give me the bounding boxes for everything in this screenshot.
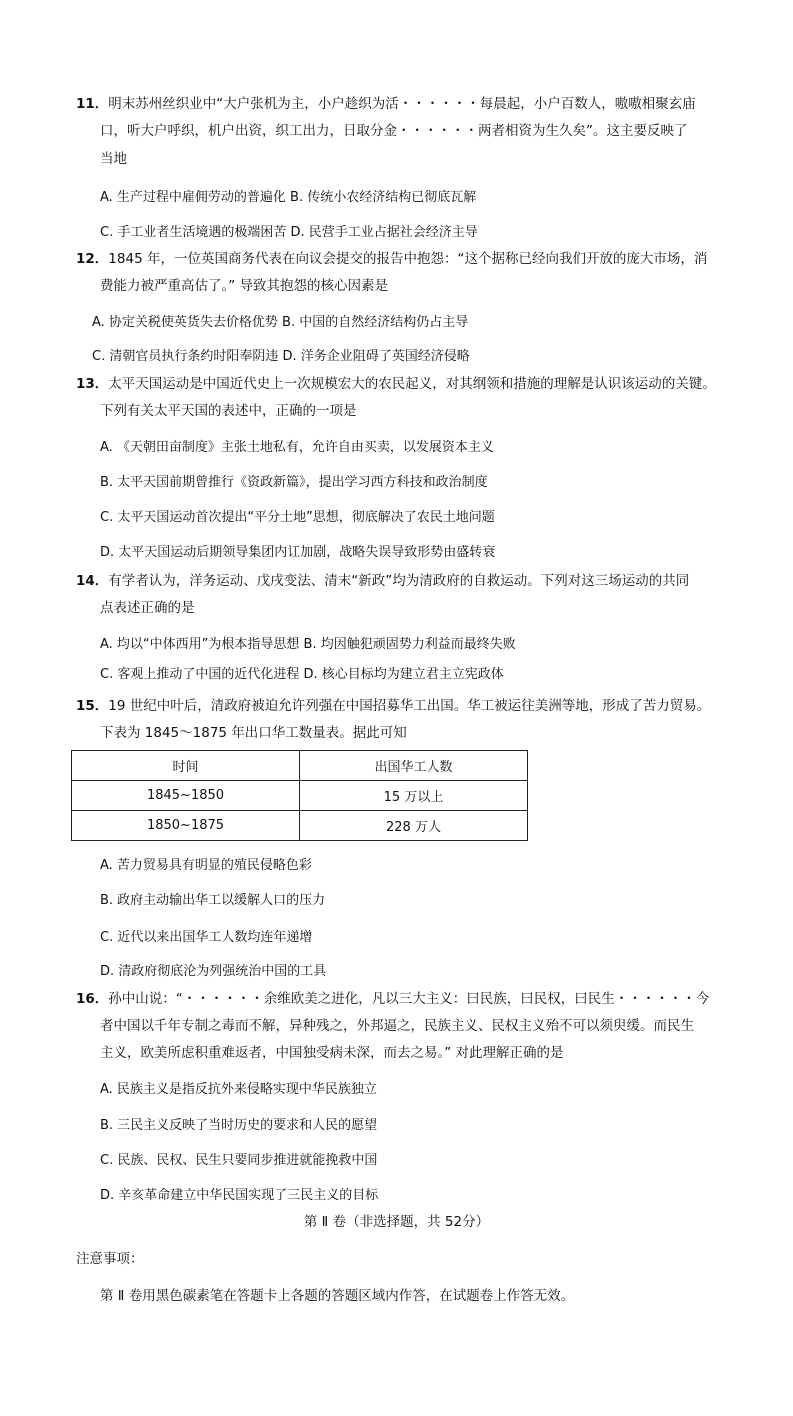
question-16-line-2: 者中国以千年专制之毒而不解，异种残之，外邦逼之，民族主义、民权主义殆不可以须臾缓。而民生: [100, 1018, 694, 1034]
question-12-options-cd: C. 清朝官员执行条约时阳奉阴违 D. 洋务企业阻碍了英国经济侵略: [92, 349, 470, 364]
question-11-line-2: 口，听大户呼织，机户出资，织工出力，日取分金・・・・・・两者相资为生久矣”。这主要反映了: [100, 123, 688, 139]
question-12-number: 12．: [76, 251, 109, 267]
table-cell: 1850~1875: [72, 811, 300, 841]
question-14-number: 14．: [76, 573, 109, 589]
question-16-stem: 孙中山说：“・・・・・・余维欧美之进化，凡以三大主义：曰民族，曰民权，曰民生・・・・・・今: [108, 991, 710, 1007]
question-16-line-3: 主义，欧美所虑积重难返者，中国独受病未深，而去之易。” 对此理解正确的是: [100, 1045, 564, 1061]
question-11-stem: 明末苏州丝织业中“大户张机为主，小户趁织为活・・・・・・每晨起，小户百数人，嗷嗷相聚玄庙: [108, 96, 696, 112]
question-11-options-ab: A. 生产过程中雇佣劳动的普遍化 B. 传统小农经济结构已彻底瓦解: [100, 190, 477, 205]
question-12-stem: 1845 年，一位英国商务代表在向议会提交的报告中抱怨：“这个据称已经向我们开放的庞大市场，消: [108, 251, 708, 267]
question-16-number: 16．: [76, 991, 109, 1007]
question-13-option-d: D. 太平天国运动后期领导集团内讧加剧，战略失误导致形势由盛转衰: [100, 545, 496, 560]
export-workers-table: [71, 750, 528, 841]
table-header-time: 时间: [72, 751, 300, 781]
question-11-line-3: 当地: [100, 151, 127, 167]
table-cell: 15 万以上: [300, 781, 528, 811]
question-15-stem: 19 世纪中叶后，清政府被迫允许列强在中国招募华工出国。华工被运往美洲等地，形成了苦力贸易。: [108, 698, 711, 714]
table-row: [72, 811, 528, 841]
question-15-option-a: A. 苦力贸易具有明显的殖民侵略色彩: [100, 858, 312, 873]
question-14-line-1: [76, 571, 689, 591]
question-11-line-1: [76, 94, 696, 114]
notes-text: 第 Ⅱ 卷用黑色碳素笔在答题卡上各题的答题区域内作答，在试题卷上作答无效。: [100, 1288, 575, 1304]
question-15-option-d: D. 清政府彻底沦为列强统治中国的工具: [100, 964, 327, 979]
question-14-line-2: 点表述正确的是: [100, 600, 195, 616]
question-12-options-ab: A. 协定关税使英货失去价格优势 B. 中国的自然经济结构仍占主导: [92, 315, 469, 330]
table-header-count: 出国华工人数: [300, 751, 528, 781]
question-15-line-1: [76, 696, 710, 716]
question-13-option-b: B. 太平天国前期曾推行《资政新篇》，提出学习西方科技和政治制度: [100, 475, 488, 490]
question-15-number: 15．: [76, 698, 109, 714]
question-16-option-c: C. 民族、民权、民生只要同步推进就能挽救中国: [100, 1153, 378, 1168]
question-12-line-2: 费能力被严重高估了。” 导致其抱怨的核心因素是: [100, 278, 389, 294]
notes-heading: 注意事项：: [76, 1251, 144, 1267]
table-cell: 228 万人: [300, 811, 528, 841]
question-16-option-d: D. 辛亥革命建立中华民国实现了三民主义的目标: [100, 1188, 379, 1203]
table-cell: 1845~1850: [72, 781, 300, 811]
section-2-title: 第 Ⅱ 卷（非选择题，共 52分）: [303, 1214, 490, 1230]
question-13-option-a: A. 《天朝田亩制度》主张土地私有，允许自由买卖，以发展资本主义: [100, 440, 494, 455]
question-14-stem: 有学者认为，洋务运动、戊戌变法、清末“新政”均为清政府的自救运动。下列对这三场运动的共同: [108, 573, 690, 589]
question-15-option-c: C. 近代以来出国华工人数均连年递增: [100, 930, 313, 945]
table-header-row: [72, 751, 528, 781]
question-14-options-ab: A. 均以“中体西用”为根本指导思想 B. 均因触犯顽固势力利益而最终失败: [100, 637, 516, 652]
question-13-stem: 太平天国运动是中国近代史上一次规模宏大的农民起义，对其纲领和措施的理解是认识该运动的关键。: [108, 376, 716, 392]
question-16-line-1: [76, 989, 709, 1009]
question-16-option-b: B. 三民主义反映了当时历史的要求和人民的愿望: [100, 1118, 378, 1133]
question-11-options-cd: C. 手工业者生活境遇的极端困苦 D. 民营手工业占据社会经济主导: [100, 225, 478, 240]
question-16-option-a: A. 民族主义是指反抗外来侵略实现中华民族独立: [100, 1082, 377, 1097]
question-15-line-2: 下表为 1845～1875 年出口华工数量表。据此可知: [100, 725, 407, 741]
question-13-option-c: C. 太平天国运动首次提出“平分土地”思想，彻底解决了农民土地问题: [100, 510, 495, 525]
question-13-number: 13．: [76, 376, 109, 392]
question-15-option-b: B. 政府主动输出华工以缓解人口的压力: [100, 893, 326, 908]
question-13-line-1: [76, 374, 716, 394]
question-13-line-2: 下列有关太平天国的表述中，正确的一项是: [100, 403, 357, 419]
question-14-options-cd: C. 客观上推动了中国的近代化进程 D. 核心目标均为建立君主立宪政体: [100, 667, 504, 682]
question-11-number: 11．: [76, 96, 109, 112]
question-12-line-1: [76, 249, 707, 269]
table-row: [72, 781, 528, 811]
